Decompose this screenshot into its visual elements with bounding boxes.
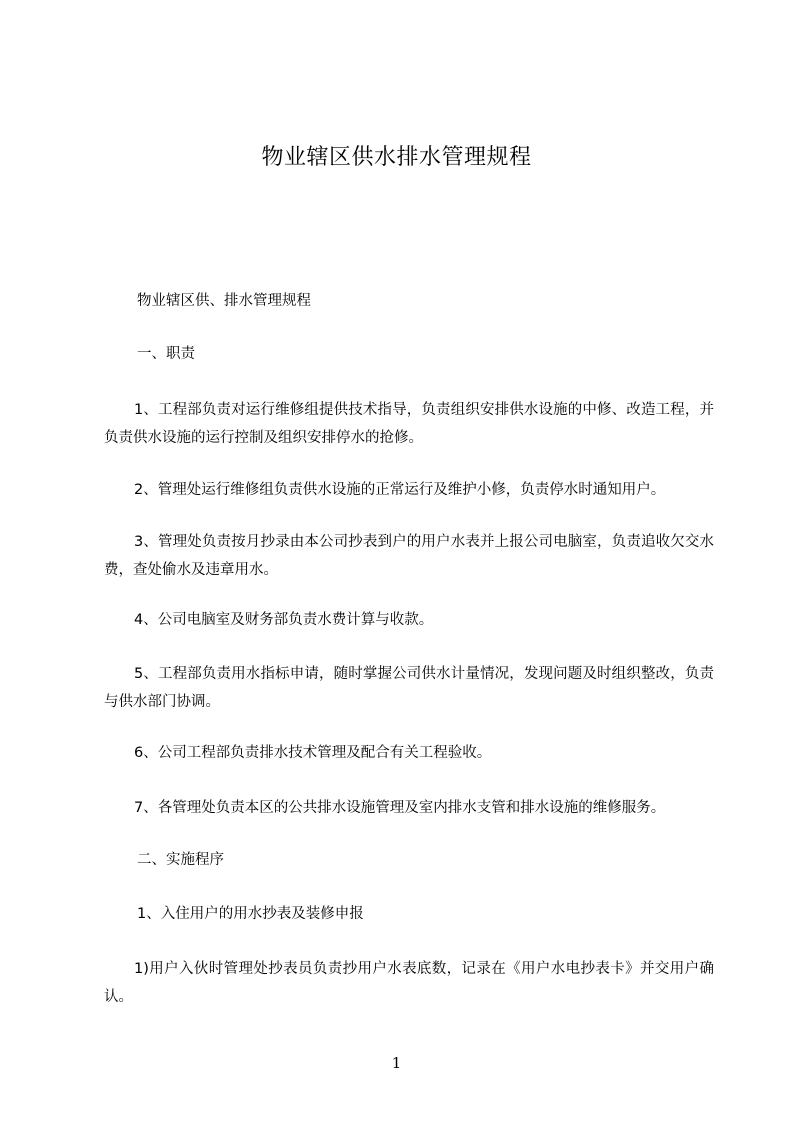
- paragraph-procedure-1: 1)用户入伙时管理处抄表员负责抄用户水表底数，记录在《用户水电抄表卡》并交用户确认。: [104, 961, 714, 1005]
- paragraph-duty-2: 2、管理处运行维修组负责供水设施的正常运行及维护小修，负责停水时通知用户。: [134, 482, 666, 498]
- section-heading-duties: 一、职责: [137, 346, 195, 362]
- paragraph-duty-6: 6、公司工程部负责排水技术管理及配合有关工程验收。: [134, 745, 492, 761]
- paragraph-duty-4: 4、公司电脑室及财务部负责水费计算与收款。: [134, 612, 434, 628]
- paragraph-duty-5: 5、工程部负责用水指标申请，随时掌握公司供水计量情况，发现问题及时组织整改，负责与供水部门协调。: [104, 666, 714, 710]
- paragraph-duty-7: 7、各管理处负责本区的公共排水设施管理及室内排水支管和排水设施的维修服务。: [134, 800, 666, 816]
- document-subtitle: 物业辖区供、排水管理规程: [137, 293, 311, 309]
- section-heading-procedure: 二、实施程序: [137, 852, 224, 868]
- paragraph-duty-3: 3、管理处负责按月抄录由本公司抄表到户的用户水表并上报公司电脑室，负责追收欠交水费，查处偷水及违章用水。: [104, 534, 714, 578]
- page-number: 1: [391, 1054, 402, 1072]
- document-title: 物业辖区供水排水管理规程: [261, 145, 532, 170]
- paragraph-duty-1: 1、工程部负责对运行维修组提供技术指导，负责组织安排供水设施的中修、改造工程，并负责供水设施的运行控制及组织安排停水的抢修。: [104, 402, 714, 446]
- subsection-heading-meter-reading: 1、入住用户的用水抄表及装修申报: [137, 906, 364, 922]
